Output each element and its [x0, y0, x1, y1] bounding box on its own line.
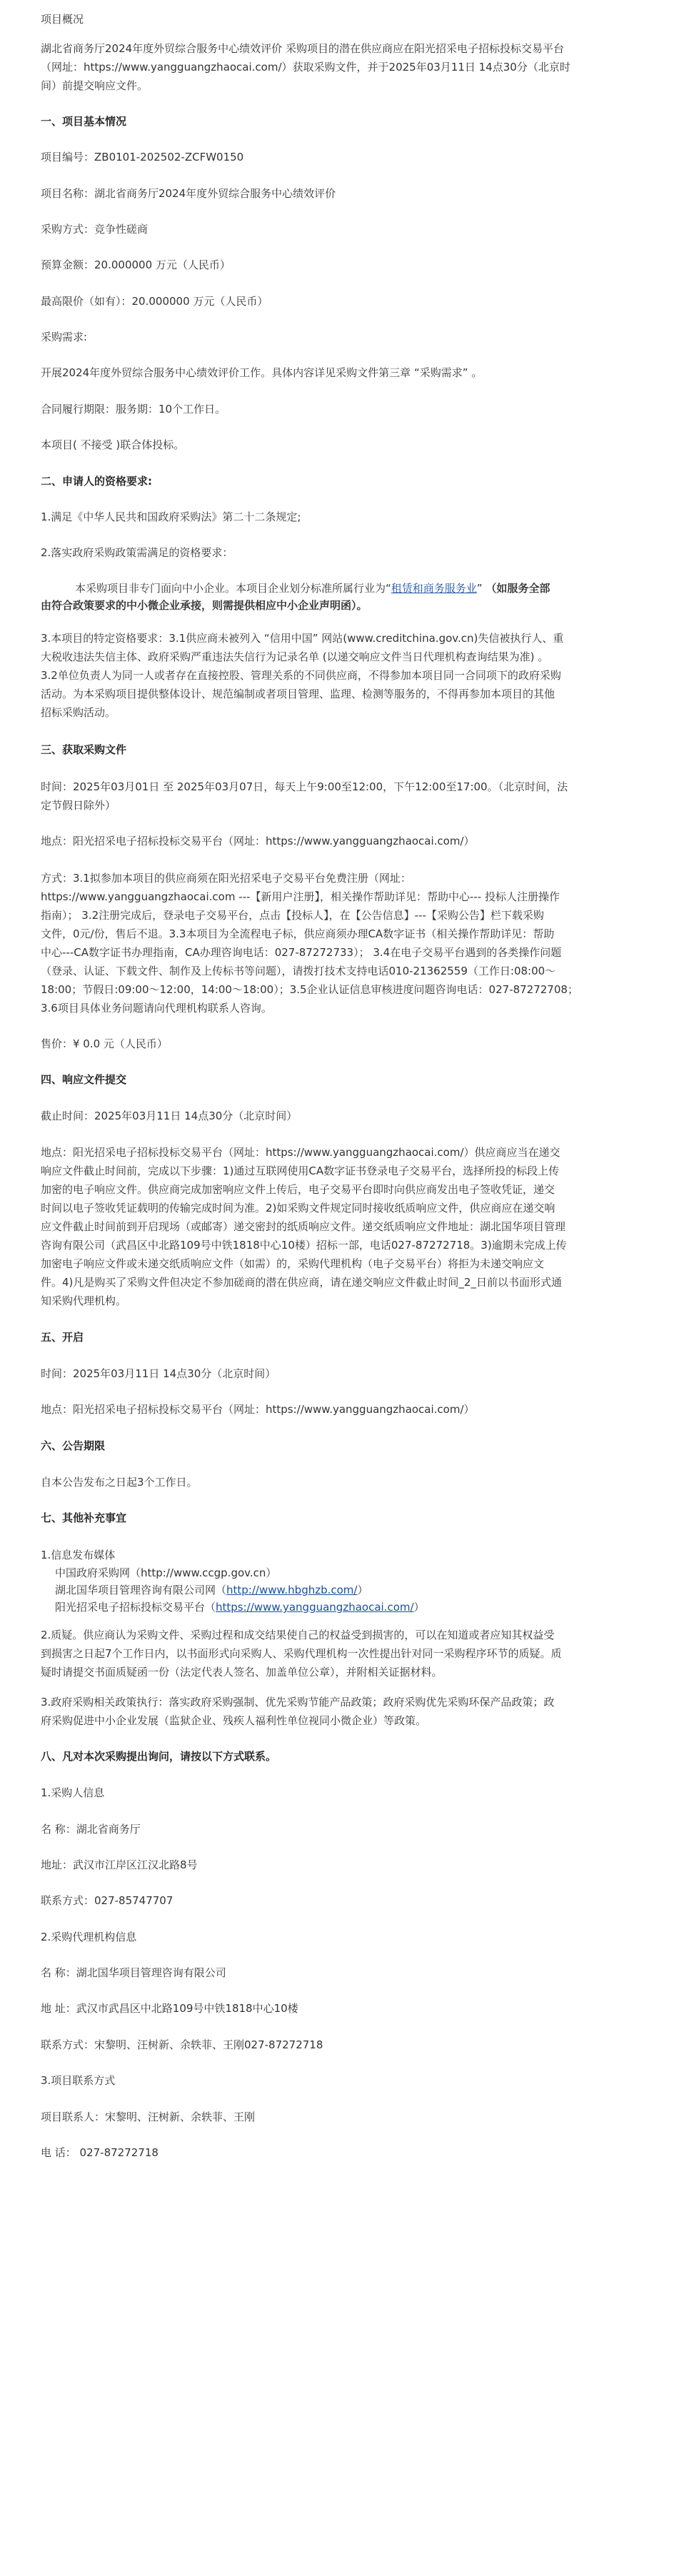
challenge-line: 2.质疑。供应商认为采购文件、采购过程和成交结果使自己的权益受到损害的，可以在知道或者应知其权益受 — [41, 1629, 555, 1641]
opening-place: 地点：阳光招采电子招标投标交易平台（网址：https://www.yangguangzhaocai.com/） — [41, 1403, 475, 1416]
purchaser-phone: 联系方式：027-85747707 — [41, 1894, 174, 1907]
acquire-place: 地点：阳光招采电子招标投标交易平台（网址：https://www.yangguangzhaocai.com/） — [41, 835, 475, 847]
section-heading: 七、其他补充事宜 — [41, 1511, 127, 1524]
purchaser-address: 地址：武汉市江岸区江汉北路8号 — [41, 1858, 198, 1871]
overview-line: 湖北省商务厅2024年度外贸综合服务中心绩效评价 采购项目的潜在供应商应在阳光招采电子招标投标交易平台 — [41, 42, 564, 55]
qualification-line: 3.2单位负责人为同一人或者存在直接控股、管理关系的不同供应商，不得参加本项目同一合同项下的政府采购 — [41, 669, 561, 682]
procurement-method: 采购方式：竞争性磋商 — [41, 223, 149, 236]
submission-line: 加密的电子响应文件。供应商完成加密响应文件上传后，电子交易平台即时向供应商发出电子签收凭证，递交 — [41, 1183, 555, 1196]
media-ccgp: 中国政府采购网（http://www.ccgp.gov.cn） — [55, 1566, 277, 1579]
acquire-method-line: https://www.yangguangzhaocai.com ---【新用户注册】，相关操作帮助详见：帮助中心--- 投标人注册操作 — [41, 890, 560, 903]
acquire-method-line: 指南）； 3.2注册完成后，登录电子交易平台，点击【投标人】，在【公告信息】---【采购公告】栏下载采购 — [41, 909, 544, 922]
qualification-line: 招标采购活动。 — [41, 706, 116, 719]
demand-text: 开展2024年度外贸综合服务中心绩效评价工作。具体内容详见采购文件第三章 “采购需求” 。 — [41, 366, 483, 379]
qualification-item: 2.落实政府采购政策需满足的资格要求： — [41, 546, 233, 559]
notice-period: 自本公告发布之日起3个工作日。 — [41, 1476, 198, 1489]
policy-line: 府采购促进中小企业发展（监狱企业、残疾人福利性单位视同小微企业）等政策。 — [41, 1714, 427, 1727]
overview-line: 间）前提交响应文件。 — [41, 79, 149, 92]
qualification-item: 1.满足《中华人民共和国政府采购法》第二十二条规定; — [41, 510, 301, 523]
acquire-method-line: 3.6项目具体业务问题请向代理机构联系人咨询。 — [41, 1002, 272, 1015]
budget-amount: 预算金额：20.000000 万元（人民币） — [41, 258, 231, 271]
qualification-line: 大税收违法失信主体、政府采购严重违法失信行为记录名单 (以递交响应文件当日代理机构查询结果为准) 。 — [41, 650, 549, 663]
contract-period: 合同履行期限：服务期：10个工作日。 — [41, 403, 226, 416]
contact-title: 3.项目联系方式 — [41, 2074, 116, 2087]
section-heading: 八、凡对本次采购提出询问，请按以下方式联系。 — [41, 1750, 277, 1763]
qualification-line: 3.本项目的特定资格要求：3.1供应商未被列入 “信用中国” 网站(www.creditchina.gov.cn)失信被执行人、重 — [41, 632, 564, 645]
acquire-method-line: 18:00；节假日:09:00～12:00，14:00～18:00）；3.5企业认证信息审核进度问题咨询电话：027-87272708； — [41, 983, 578, 996]
submission-line: 时间以电子签收凭证载明的传输完成时间为准。2)如采购文件规定同时接收纸质响应文件，供应商应在递交响 — [41, 1202, 555, 1214]
qualification-line: 活动。为本采购项目提供整体设计、规范编制或者项目管理、监理、检测等服务的，不得再参加本项目的其他 — [41, 688, 555, 700]
overview-heading: 项目概况 — [41, 13, 84, 26]
submission-line: 加密电子响应文件或未递交纸质响应文件（如需）的，采购代理机构（电子交易平台）将拒为未递交响应文 — [41, 1257, 545, 1270]
submission-line: 地点：阳光招采电子招标投标交易平台（网址：https://www.yangguangzhaocai.com/）供应商应当在递交 — [41, 1146, 560, 1159]
acquire-time-line: 定节假日除外） — [41, 799, 116, 812]
media-label: 阳光招采电子招标投标交易平台（ — [55, 1601, 216, 1614]
sme-policy-text: ” — [476, 582, 486, 595]
section-heading: 二、申请人的资格要求: — [41, 475, 152, 488]
purchaser-name: 名 称：湖北省商务厅 — [41, 1823, 141, 1836]
project-name: 项目名称：湖北省商务厅2024年度外贸综合服务中心绩效评价 — [41, 187, 336, 200]
submission-line: 响应文件截止时间前，完成以下步骤：1)通过互联网使用CA数字证书登录电子交易平台，选择所投的标段上传 — [41, 1164, 560, 1177]
acquire-method-line: 中心---CA数字证书办理指南，CA办理咨询电话：027-87272733）； 3.4在电子交易平台遇到的各类操作问题 — [41, 946, 562, 959]
section-heading: 六、公告期限 — [41, 1439, 106, 1452]
agency-address: 地 址：武汉市武昌区中北路109号中铁1818中心10楼 — [41, 2002, 298, 2015]
agency-title: 2.采购代理机构信息 — [41, 1931, 137, 1943]
submission-deadline: 截止时间：2025年03月11日 14点30分（北京时间） — [41, 1110, 298, 1122]
challenge-line: 到损害之日起7个工作日内，以书面形式向采购人、采购代理机构一次性提出针对同一采购程序环节的质疑。质 — [41, 1647, 562, 1660]
sme-policy-line — [75, 581, 550, 595]
submission-line: 咨询有限公司（武昌区中北路109号中铁1818中心10楼）招标一部，电话027-87272718。3)逾期未完成上传 — [41, 1239, 567, 1252]
yangguang-link[interactable]: https://www.yangguangzhaocai.com/ — [216, 1601, 414, 1614]
submission-line: 件。4)凡是购买了采购文件但决定不参加磋商的潜在供应商，请在递交响应文件截止时间_2_日前以书面形式通 — [41, 1276, 562, 1289]
media-label: ） — [413, 1601, 425, 1614]
project-number: 项目编号：ZB0101-202502-ZCFW0150 — [41, 151, 244, 163]
section-heading: 四、响应文件提交 — [41, 1073, 127, 1086]
acquire-method-line: （登录、认证、下载文件、制作及上传标书等问题），请拨打技术支持电话010-21362559（工作日:08:00～ — [41, 965, 556, 977]
media-label: 湖北国华项目管理咨询有限公司网（ — [55, 1584, 227, 1596]
sme-policy-text: 本采购项目非专门面向中小企业。本项目企业划分标准所属行业为“ — [75, 582, 391, 595]
contact-phone: 电 话： 027-87272718 — [41, 2146, 159, 2159]
document-price: 售价：¥ 0.0 元（人民币） — [41, 1037, 168, 1050]
acquire-time-line: 时间：2025年03月01日 至 2025年03月07日，每天上午9:00至12:00，下午12:00至17:00。（北京时间，法 — [41, 780, 568, 793]
agency-name: 名 称：湖北国华项目管理咨询有限公司 — [41, 1966, 226, 1979]
max-price: 最高限价（如有）：20.000000 万元（人民币） — [41, 295, 268, 308]
section-heading: 三、获取采购文件 — [41, 743, 127, 756]
media-title: 1.信息发布媒体 — [41, 1549, 116, 1561]
acquire-method-line: 文件，0元/份，售后不退。3.3本项目为全流程电子标，供应商须办理CA数字证书（相关操作帮助详见：帮助 — [41, 927, 555, 940]
submission-line: 知采购代理机构。 — [41, 1294, 127, 1307]
submission-line: 应文件截止时间前到开启现场（或邮寄）递交密封的纸质响应文件。递交纸质响应文件地址：湖北国华项目管理 — [41, 1220, 566, 1233]
sme-policy-bold-line: 由符合政策要求的中小微企业承接，则需提供相应中小企业声明函）。 — [41, 599, 368, 612]
overview-line: （网址：https://www.yangguangzhaocai.com/）获取采购文件，并于2025年03月11日 14点30分（北京时 — [41, 61, 570, 74]
media-yangguang — [55, 1600, 425, 1614]
contact-people: 项目联系人：宋黎明、汪树新、余轶菲、王刚 — [41, 2110, 256, 2123]
media-hbghzb — [55, 1583, 368, 1597]
agency-contact: 联系方式：宋黎明、汪树新、余轶菲、王刚027-87272718 — [41, 2038, 323, 2051]
demand-label: 采购需求: — [41, 331, 88, 343]
media-label: ） — [357, 1584, 368, 1596]
sme-policy-bold: （如服务全部 — [486, 582, 550, 595]
hbghzb-link[interactable]: http://www.hbghzb.com/ — [226, 1584, 358, 1596]
opening-time: 时间：2025年03月11日 14点30分（北京时间） — [41, 1367, 276, 1380]
consortium-note: 本项目( 不接受 )联合体投标。 — [41, 438, 185, 451]
acquire-method-line: 方式：3.1拟参加本项目的供应商须在阳光招采电子交易平台免费注册（网址： — [41, 872, 411, 885]
section-heading: 五、开启 — [41, 1331, 84, 1344]
industry-link[interactable]: 租赁和商务服务业 — [391, 582, 477, 595]
policy-line: 3.政府采购相关政策执行：落实政府采购强制、优先采购节能产品政策；政府采购优先采购环保产品政策；政 — [41, 1696, 555, 1709]
challenge-line: 疑时请提交书面质疑函一份（法定代表人签名、加盖单位公章），并附相关证据材料。 — [41, 1666, 443, 1679]
purchaser-title: 1.采购人信息 — [41, 1786, 105, 1799]
section-heading: 一、项目基本情况 — [41, 115, 127, 128]
